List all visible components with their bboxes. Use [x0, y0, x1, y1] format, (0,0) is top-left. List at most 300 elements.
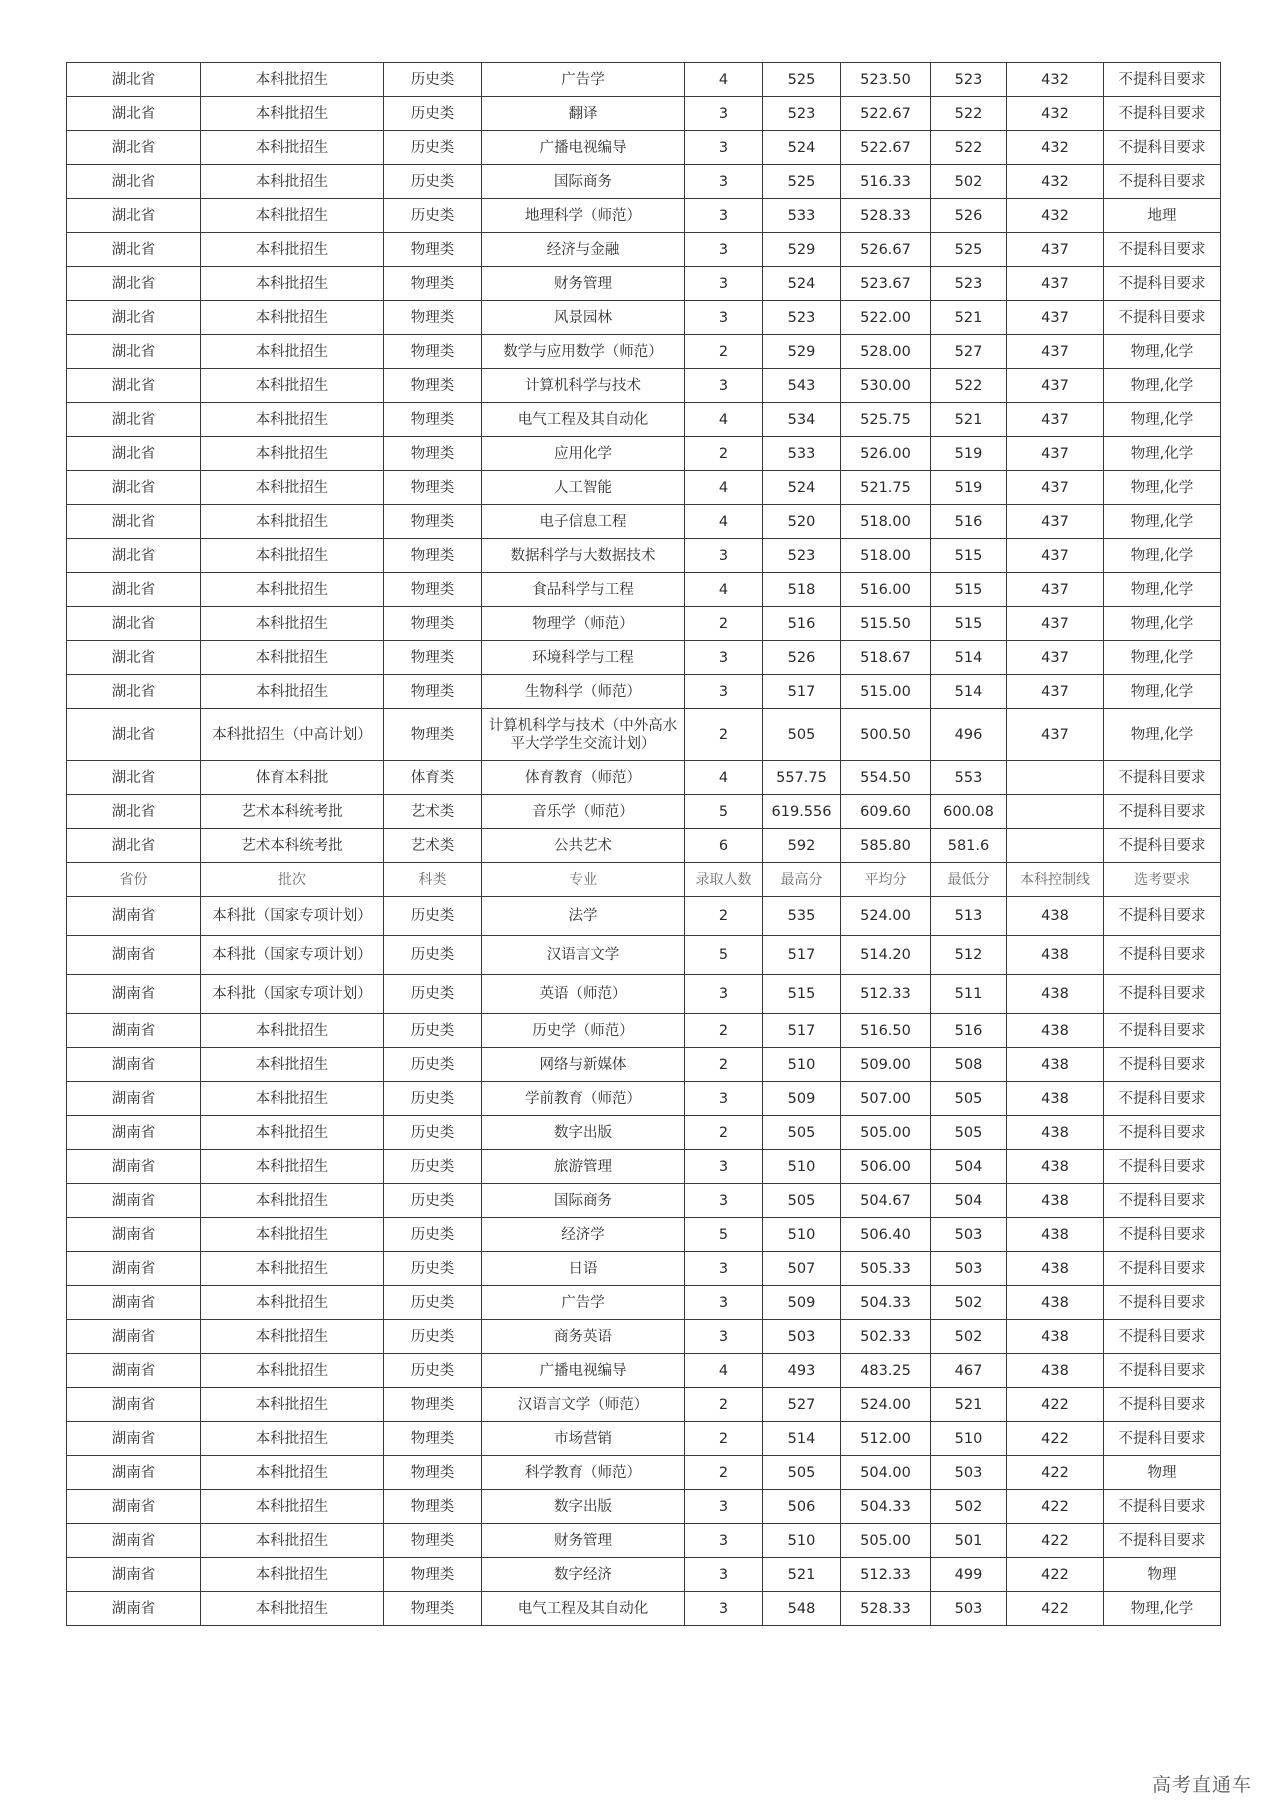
min-score-cell: 521 — [931, 1388, 1007, 1422]
major-cell: 风景园林 — [482, 301, 685, 335]
avg-score-cell: 504.33 — [841, 1286, 931, 1320]
batch-cell: 本科批招生 — [201, 1456, 384, 1490]
subject-requirement-cell: 不提科目要求 — [1104, 131, 1221, 165]
min-score-cell: 515 — [931, 539, 1007, 573]
min-score-cell: 519 — [931, 471, 1007, 505]
province-cell: 湖北省 — [67, 471, 201, 505]
subject-requirement-cell: 不提科目要求 — [1104, 1048, 1221, 1082]
min-score-cell: 581.6 — [931, 829, 1007, 863]
control-line-cell: 432 — [1007, 165, 1104, 199]
major-cell: 科学教育（师范） — [482, 1456, 685, 1490]
max-score-cell: 505 — [763, 1116, 841, 1150]
province-cell: 湖北省 — [67, 795, 201, 829]
batch-cell: 本科批（国家专项计划） — [201, 936, 384, 975]
subject-requirement-cell: 不提科目要求 — [1104, 1082, 1221, 1116]
batch-cell: 本科批（国家专项计划） — [201, 897, 384, 936]
subject-requirement-cell: 物理,化学 — [1104, 675, 1221, 709]
major-cell: 财务管理 — [482, 1524, 685, 1558]
min-score-cell: 526 — [931, 199, 1007, 233]
table-row — [67, 1252, 1221, 1286]
major-cell: 公共艺术 — [482, 829, 685, 863]
subject-requirement-cell: 选考要求 — [1104, 863, 1221, 897]
category-cell: 历史类 — [384, 1218, 482, 1252]
category-cell: 物理类 — [384, 233, 482, 267]
avg-score-cell: 522.00 — [841, 301, 931, 335]
min-score-cell: 503 — [931, 1592, 1007, 1626]
max-score-cell: 543 — [763, 369, 841, 403]
control-line-cell: 438 — [1007, 1252, 1104, 1286]
avg-score-cell: 512.00 — [841, 1422, 931, 1456]
province-cell: 湖南省 — [67, 1252, 201, 1286]
major-cell: 市场营销 — [482, 1422, 685, 1456]
subject-requirement-cell: 物理,化学 — [1104, 1592, 1221, 1626]
max-score-cell: 503 — [763, 1320, 841, 1354]
min-score-cell: 514 — [931, 675, 1007, 709]
avg-score-cell: 504.00 — [841, 1456, 931, 1490]
control-line-cell: 437 — [1007, 471, 1104, 505]
max-score-cell: 514 — [763, 1422, 841, 1456]
subject-requirement-cell: 物理,化学 — [1104, 335, 1221, 369]
min-score-cell: 502 — [931, 1490, 1007, 1524]
max-score-cell: 527 — [763, 1388, 841, 1422]
admitted-count-cell: 4 — [685, 573, 763, 607]
max-score-cell: 493 — [763, 1354, 841, 1388]
batch-cell: 本科批招生 — [201, 1252, 384, 1286]
major-cell: 翻译 — [482, 97, 685, 131]
avg-score-cell: 526.67 — [841, 233, 931, 267]
avg-score-cell: 505.00 — [841, 1116, 931, 1150]
category-cell: 历史类 — [384, 975, 482, 1014]
table-row — [67, 1422, 1221, 1456]
max-score-cell: 507 — [763, 1252, 841, 1286]
max-score-cell: 509 — [763, 1286, 841, 1320]
avg-score-cell: 528.33 — [841, 199, 931, 233]
subject-requirement-cell: 物理,化学 — [1104, 573, 1221, 607]
max-score-cell: 534 — [763, 403, 841, 437]
subject-requirement-cell: 不提科目要求 — [1104, 1116, 1221, 1150]
major-cell: 环境科学与工程 — [482, 641, 685, 675]
subject-requirement-cell: 不提科目要求 — [1104, 936, 1221, 975]
category-cell: 物理类 — [384, 641, 482, 675]
control-line-cell — [1007, 795, 1104, 829]
province-cell: 湖北省 — [67, 403, 201, 437]
major-cell: 生物科学（师范） — [482, 675, 685, 709]
subject-requirement-cell: 不提科目要求 — [1104, 165, 1221, 199]
batch-cell: 本科批招生 — [201, 573, 384, 607]
province-cell: 湖北省 — [67, 573, 201, 607]
table-row — [67, 1320, 1221, 1354]
category-cell: 物理类 — [384, 539, 482, 573]
major-cell: 广播电视编导 — [482, 131, 685, 165]
major-cell: 网络与新媒体 — [482, 1048, 685, 1082]
subject-requirement-cell: 不提科目要求 — [1104, 1354, 1221, 1388]
admitted-count-cell: 4 — [685, 471, 763, 505]
admitted-count-cell: 2 — [685, 1456, 763, 1490]
admitted-count-cell: 3 — [685, 199, 763, 233]
admitted-count-cell: 2 — [685, 1048, 763, 1082]
avg-score-cell: 530.00 — [841, 369, 931, 403]
admitted-count-cell: 3 — [685, 165, 763, 199]
province-cell: 省份 — [67, 863, 201, 897]
major-cell: 财务管理 — [482, 267, 685, 301]
max-score-cell: 557.75 — [763, 761, 841, 795]
subject-requirement-cell: 不提科目要求 — [1104, 1218, 1221, 1252]
major-cell: 人工智能 — [482, 471, 685, 505]
min-score-cell: 553 — [931, 761, 1007, 795]
category-cell: 物理类 — [384, 301, 482, 335]
batch-cell: 本科批招生（中高计划） — [201, 709, 384, 761]
table-row — [67, 199, 1221, 233]
table-row — [67, 607, 1221, 641]
major-cell: 专业 — [482, 863, 685, 897]
max-score-cell: 最高分 — [763, 863, 841, 897]
max-score-cell: 505 — [763, 709, 841, 761]
admitted-count-cell: 3 — [685, 641, 763, 675]
batch-cell: 本科批招生 — [201, 199, 384, 233]
batch-cell: 本科批招生 — [201, 1218, 384, 1252]
major-cell: 计算机科学与技术 — [482, 369, 685, 403]
admitted-count-cell: 3 — [685, 233, 763, 267]
admitted-count-cell: 3 — [685, 1524, 763, 1558]
table-row — [67, 641, 1221, 675]
batch-cell: 本科批招生 — [201, 1048, 384, 1082]
control-line-cell: 422 — [1007, 1490, 1104, 1524]
province-cell: 湖南省 — [67, 1286, 201, 1320]
control-line-cell: 422 — [1007, 1592, 1104, 1626]
avg-score-cell: 525.75 — [841, 403, 931, 437]
province-cell: 湖北省 — [67, 199, 201, 233]
category-cell: 历史类 — [384, 1252, 482, 1286]
control-line-cell: 438 — [1007, 897, 1104, 936]
subject-requirement-cell: 不提科目要求 — [1104, 897, 1221, 936]
major-cell: 数字经济 — [482, 1558, 685, 1592]
category-cell: 物理类 — [384, 437, 482, 471]
category-cell: 历史类 — [384, 165, 482, 199]
admitted-count-cell: 3 — [685, 1252, 763, 1286]
subject-requirement-cell: 物理,化学 — [1104, 437, 1221, 471]
admitted-count-cell: 4 — [685, 1354, 763, 1388]
control-line-cell: 437 — [1007, 675, 1104, 709]
batch-cell: 本科批招生 — [201, 1286, 384, 1320]
category-cell: 历史类 — [384, 199, 482, 233]
min-score-cell: 504 — [931, 1184, 1007, 1218]
min-score-cell: 513 — [931, 897, 1007, 936]
category-cell: 物理类 — [384, 369, 482, 403]
category-cell: 历史类 — [384, 131, 482, 165]
min-score-cell: 503 — [931, 1456, 1007, 1490]
batch-cell: 批次 — [201, 863, 384, 897]
province-cell: 湖北省 — [67, 829, 201, 863]
table-row — [67, 936, 1221, 975]
avg-score-cell: 502.33 — [841, 1320, 931, 1354]
province-cell: 湖北省 — [67, 369, 201, 403]
batch-cell: 本科批招生 — [201, 1320, 384, 1354]
admitted-count-cell: 2 — [685, 437, 763, 471]
batch-cell: 本科批招生 — [201, 1490, 384, 1524]
major-cell: 日语 — [482, 1252, 685, 1286]
table-row — [67, 1150, 1221, 1184]
control-line-cell — [1007, 761, 1104, 795]
avg-score-cell: 516.33 — [841, 165, 931, 199]
admitted-count-cell: 4 — [685, 63, 763, 97]
province-cell: 湖北省 — [67, 131, 201, 165]
major-cell: 食品科学与工程 — [482, 573, 685, 607]
table-row — [67, 1592, 1221, 1626]
max-score-cell: 510 — [763, 1048, 841, 1082]
max-score-cell: 523 — [763, 301, 841, 335]
avg-score-cell: 515.00 — [841, 675, 931, 709]
avg-score-cell: 514.20 — [841, 936, 931, 975]
admission-score-table — [66, 62, 1221, 1626]
min-score-cell: 503 — [931, 1252, 1007, 1286]
control-line-cell: 438 — [1007, 1150, 1104, 1184]
avg-score-cell: 528.00 — [841, 335, 931, 369]
avg-score-cell: 512.33 — [841, 1558, 931, 1592]
batch-cell: 本科批招生 — [201, 1592, 384, 1626]
max-score-cell: 523 — [763, 97, 841, 131]
table-row — [67, 369, 1221, 403]
table-row — [67, 539, 1221, 573]
control-line-cell: 438 — [1007, 1014, 1104, 1048]
major-cell: 物理学（师范） — [482, 607, 685, 641]
table-row — [67, 1558, 1221, 1592]
batch-cell: 本科批招生 — [201, 437, 384, 471]
category-cell: 物理类 — [384, 1388, 482, 1422]
min-score-cell: 496 — [931, 709, 1007, 761]
min-score-cell: 510 — [931, 1422, 1007, 1456]
category-cell: 物理类 — [384, 1456, 482, 1490]
province-cell: 湖南省 — [67, 1558, 201, 1592]
control-line-cell: 437 — [1007, 301, 1104, 335]
admitted-count-cell: 3 — [685, 131, 763, 165]
admitted-count-cell: 3 — [685, 1150, 763, 1184]
major-cell: 音乐学（师范） — [482, 795, 685, 829]
table-row — [67, 1490, 1221, 1524]
table-row — [67, 165, 1221, 199]
min-score-cell: 522 — [931, 369, 1007, 403]
admitted-count-cell: 3 — [685, 1490, 763, 1524]
subject-requirement-cell: 不提科目要求 — [1104, 761, 1221, 795]
table-row — [67, 573, 1221, 607]
major-cell: 学前教育（师范） — [482, 1082, 685, 1116]
category-cell: 物理类 — [384, 1558, 482, 1592]
admitted-count-cell: 4 — [685, 403, 763, 437]
province-cell: 湖南省 — [67, 1354, 201, 1388]
admitted-count-cell: 录取人数 — [685, 863, 763, 897]
subject-requirement-cell: 不提科目要求 — [1104, 1150, 1221, 1184]
subject-requirement-cell: 物理,化学 — [1104, 709, 1221, 761]
province-cell: 湖南省 — [67, 1524, 201, 1558]
province-cell: 湖北省 — [67, 233, 201, 267]
major-cell: 经济学 — [482, 1218, 685, 1252]
province-cell: 湖南省 — [67, 1320, 201, 1354]
province-cell: 湖北省 — [67, 63, 201, 97]
control-line-cell: 438 — [1007, 1184, 1104, 1218]
admitted-count-cell: 3 — [685, 301, 763, 335]
max-score-cell: 535 — [763, 897, 841, 936]
category-cell: 历史类 — [384, 97, 482, 131]
major-cell: 数学与应用数学（师范） — [482, 335, 685, 369]
batch-cell: 艺术本科统考批 — [201, 829, 384, 863]
avg-score-cell: 522.67 — [841, 97, 931, 131]
category-cell: 物理类 — [384, 1524, 482, 1558]
control-line-cell: 437 — [1007, 573, 1104, 607]
subject-requirement-cell: 不提科目要求 — [1104, 1490, 1221, 1524]
category-cell: 物理类 — [384, 335, 482, 369]
category-cell: 科类 — [384, 863, 482, 897]
table-row — [67, 1014, 1221, 1048]
control-line-cell: 437 — [1007, 641, 1104, 675]
admitted-count-cell: 3 — [685, 1286, 763, 1320]
major-cell: 商务英语 — [482, 1320, 685, 1354]
major-cell: 汉语言文学（师范） — [482, 1388, 685, 1422]
min-score-cell: 525 — [931, 233, 1007, 267]
major-cell: 电子信息工程 — [482, 505, 685, 539]
min-score-cell: 527 — [931, 335, 1007, 369]
avg-score-cell: 507.00 — [841, 1082, 931, 1116]
table-row — [67, 301, 1221, 335]
batch-cell: 本科批招生 — [201, 335, 384, 369]
avg-score-cell: 518.00 — [841, 505, 931, 539]
max-score-cell: 526 — [763, 641, 841, 675]
control-line-cell: 437 — [1007, 233, 1104, 267]
max-score-cell: 505 — [763, 1184, 841, 1218]
province-cell: 湖北省 — [67, 165, 201, 199]
subject-requirement-cell: 不提科目要求 — [1104, 1014, 1221, 1048]
avg-score-cell: 524.00 — [841, 1388, 931, 1422]
subject-requirement-cell: 不提科目要求 — [1104, 233, 1221, 267]
province-cell: 湖北省 — [67, 539, 201, 573]
batch-cell: 本科批招生 — [201, 1524, 384, 1558]
min-score-cell: 600.08 — [931, 795, 1007, 829]
avg-score-cell: 554.50 — [841, 761, 931, 795]
admitted-count-cell: 3 — [685, 1184, 763, 1218]
category-cell: 历史类 — [384, 1320, 482, 1354]
admitted-count-cell: 3 — [685, 97, 763, 131]
batch-cell: 本科批招生 — [201, 1150, 384, 1184]
major-cell: 英语（师范） — [482, 975, 685, 1014]
table-row — [67, 437, 1221, 471]
min-score-cell: 501 — [931, 1524, 1007, 1558]
avg-score-cell: 504.67 — [841, 1184, 931, 1218]
admitted-count-cell: 4 — [685, 761, 763, 795]
table-row — [67, 1354, 1221, 1388]
category-cell: 历史类 — [384, 1184, 482, 1218]
avg-score-cell: 526.00 — [841, 437, 931, 471]
province-cell: 湖北省 — [67, 437, 201, 471]
admitted-count-cell: 2 — [685, 607, 763, 641]
control-line-cell: 437 — [1007, 335, 1104, 369]
category-cell: 物理类 — [384, 267, 482, 301]
category-cell: 历史类 — [384, 936, 482, 975]
admitted-count-cell: 3 — [685, 1592, 763, 1626]
admitted-count-cell: 3 — [685, 975, 763, 1014]
admitted-count-cell: 3 — [685, 1558, 763, 1592]
province-cell: 湖南省 — [67, 1082, 201, 1116]
subject-requirement-cell: 不提科目要求 — [1104, 795, 1221, 829]
avg-score-cell: 518.00 — [841, 539, 931, 573]
category-cell: 物理类 — [384, 403, 482, 437]
table-row — [67, 97, 1221, 131]
subject-requirement-cell: 地理 — [1104, 199, 1221, 233]
control-line-cell: 432 — [1007, 131, 1104, 165]
province-cell: 湖南省 — [67, 975, 201, 1014]
max-score-cell: 525 — [763, 165, 841, 199]
province-cell: 湖北省 — [67, 675, 201, 709]
admitted-count-cell: 3 — [685, 1082, 763, 1116]
avg-score-cell: 512.33 — [841, 975, 931, 1014]
table-row — [67, 1048, 1221, 1082]
major-cell: 电气工程及其自动化 — [482, 403, 685, 437]
admitted-count-cell: 5 — [685, 795, 763, 829]
min-score-cell: 512 — [931, 936, 1007, 975]
batch-cell: 本科批招生 — [201, 165, 384, 199]
max-score-cell: 506 — [763, 1490, 841, 1524]
min-score-cell: 516 — [931, 1014, 1007, 1048]
control-line-cell: 422 — [1007, 1558, 1104, 1592]
control-line-cell — [1007, 829, 1104, 863]
batch-cell: 本科批招生 — [201, 1082, 384, 1116]
category-cell: 物理类 — [384, 675, 482, 709]
avg-score-cell: 523.50 — [841, 63, 931, 97]
control-line-cell: 437 — [1007, 369, 1104, 403]
min-score-cell: 508 — [931, 1048, 1007, 1082]
admitted-count-cell: 4 — [685, 505, 763, 539]
admitted-count-cell: 5 — [685, 1218, 763, 1252]
category-cell: 物理类 — [384, 471, 482, 505]
min-score-cell: 499 — [931, 1558, 1007, 1592]
table-row — [67, 505, 1221, 539]
min-score-cell: 505 — [931, 1116, 1007, 1150]
admitted-count-cell: 2 — [685, 709, 763, 761]
batch-cell: 艺术本科统考批 — [201, 795, 384, 829]
table-row — [67, 1388, 1221, 1422]
avg-score-cell: 609.60 — [841, 795, 931, 829]
table-row — [67, 675, 1221, 709]
major-cell: 国际商务 — [482, 1184, 685, 1218]
min-score-cell: 505 — [931, 1082, 1007, 1116]
province-cell: 湖南省 — [67, 1048, 201, 1082]
min-score-cell: 502 — [931, 165, 1007, 199]
min-score-cell: 514 — [931, 641, 1007, 675]
control-line-cell: 437 — [1007, 607, 1104, 641]
batch-cell: 本科批招生 — [201, 641, 384, 675]
province-cell: 湖南省 — [67, 1116, 201, 1150]
admitted-count-cell: 6 — [685, 829, 763, 863]
subject-requirement-cell: 物理 — [1104, 1558, 1221, 1592]
max-score-cell: 525 — [763, 63, 841, 97]
table-row — [67, 233, 1221, 267]
province-cell: 湖北省 — [67, 301, 201, 335]
min-score-cell: 最低分 — [931, 863, 1007, 897]
category-cell: 历史类 — [384, 63, 482, 97]
subject-requirement-cell: 不提科目要求 — [1104, 1286, 1221, 1320]
subject-requirement-cell: 不提科目要求 — [1104, 975, 1221, 1014]
batch-cell: 本科批招生 — [201, 97, 384, 131]
control-line-cell: 437 — [1007, 539, 1104, 573]
control-line-cell: 438 — [1007, 1048, 1104, 1082]
control-line-cell: 437 — [1007, 505, 1104, 539]
avg-score-cell: 528.33 — [841, 1592, 931, 1626]
table-row — [67, 709, 1221, 761]
max-score-cell: 521 — [763, 1558, 841, 1592]
table-row — [67, 63, 1221, 97]
table-row — [67, 897, 1221, 936]
major-cell: 体育教育（师范） — [482, 761, 685, 795]
control-line-cell: 432 — [1007, 97, 1104, 131]
admitted-count-cell: 2 — [685, 1116, 763, 1150]
min-score-cell: 515 — [931, 573, 1007, 607]
